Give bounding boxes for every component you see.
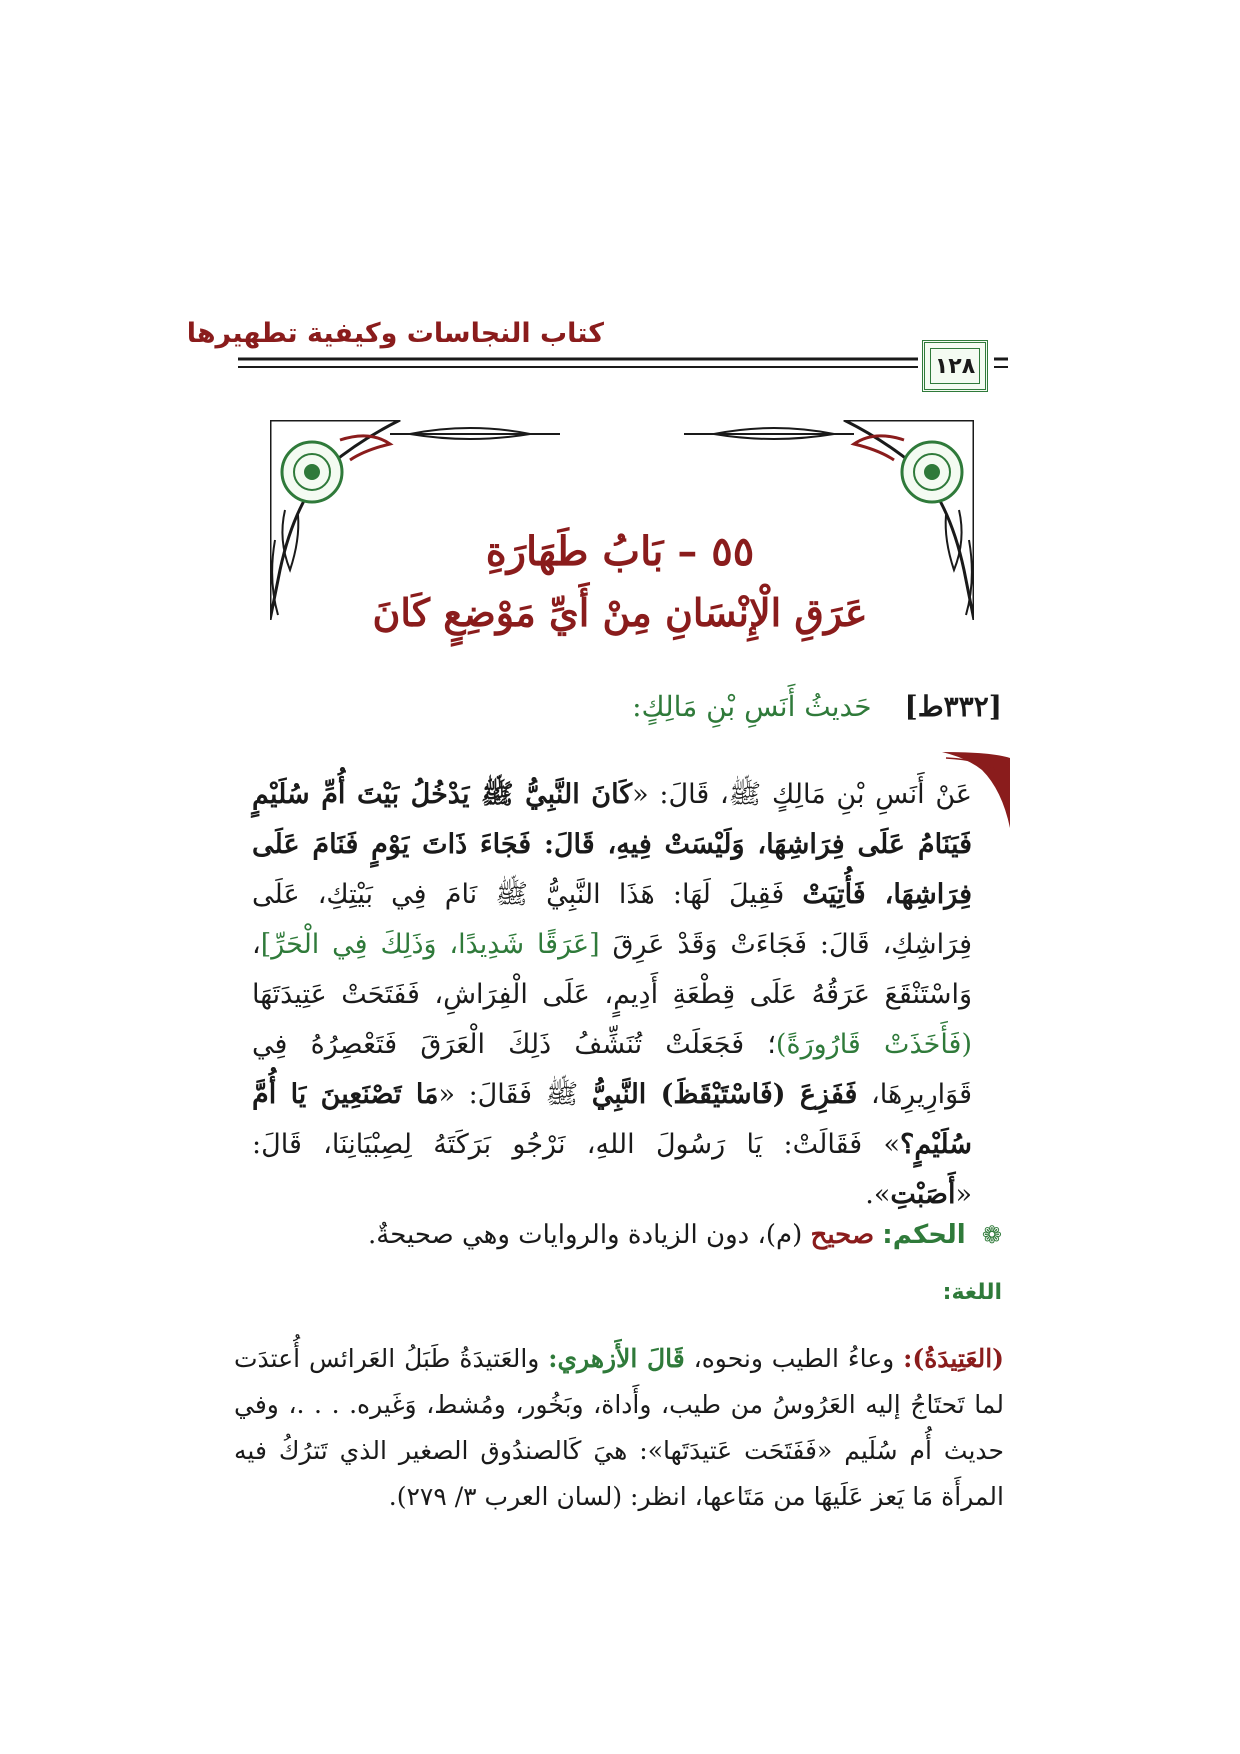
hadith-seg-11: مَا تَصْنَعِينَ يَا أُمَّ سُلَيْمٍ؟ [252,1079,972,1160]
hadith-seg-1: عَنْ أَنَسِ بْنِ مَالِكٍ ﷺ، قَالَ: « [632,779,972,810]
chapter-title: ٥٥ – بَابُ طَهَارَةِ [485,528,755,575]
header-rule [238,356,1008,376]
language-text-2: والعَتيدَةُ طَبَلُ العَرائس أُعتدَت لما تَحتَاجُ إليه العَرُوسُ من طيب، وأَداة، وبَخُور، ومُشط، وَغَيره. . . .، وفي حديث أُم سُلَيم «فَفَتَحَت عَتيدَتَها»: هيَ كَالصندُوق الصغير الذي تَترُكُ فيه المرأَة مَا يَعز عَلَيهَا من مَتَاعها، انظر: (لسان العرب ٣/ ٢٧٩). [234,1344,1004,1511]
hadith-box [252,750,1006,1210]
ruling-value: صحيح [810,1220,875,1250]
ruling-label: الحكم: [882,1220,966,1250]
hadith-number: [٣٣٢ط] [904,690,1002,723]
hadith-seg-5: ، وَاسْتَنْقَعَ عَرَقُهُ عَلَى قِطْعَةِ أَدِيمٍ، عَلَى الْفِرَاشِ، فَفَتَحَتْ عَتِيدَتَهَا [252,929,972,1010]
language-heading: اللغة: [942,1280,1002,1305]
hadith-seg-2: كَانَ النَّبِيُّ ﷺ يَدْخُلُ بَيْتَ أُمِّ سُلَيْمٍ فَيَنَامُ عَلَى فِرَاشِهَا، وَلَيْسَتْ فِيهِ، قَالَ: فَجَاءَ ذَاتَ يَوْمٍ فَنَامَ عَلَى فِرَاشِهَا، فَأُتِيَتْ [252,779,972,910]
hadith-seg-8: فَفَزِعَ [799,1079,858,1110]
hadith-heading [242,690,1002,723]
hadith-seg-9: (فَاسْتَيْقَظَ) النَّبِيُّ [591,1079,800,1110]
ruling-note: (م)، دون الزيادة والروايات وهي صحيحةٌ. [367,1220,803,1250]
hadith-text [252,770,972,1220]
ruling-line [242,1220,1002,1250]
hadith-seg-10: ﷺ فَقَالَ: « [438,1079,592,1110]
hadith-seg-7: ؛ فَجَعَلَتْ تُنَشِّفُ ذَلِكَ الْعَرَقَ فَتَعْصِرُهُ فِي قَوَارِيرِهَا، [252,1029,972,1110]
page-number-badge [922,340,988,392]
language-term: (العَتِيدَةُ): [903,1344,1004,1373]
hadith-seg-13: أَصَبْتِ [890,1179,956,1210]
hadith-addition-2: (فَأَخَذَتْ قَارُورَةً) [775,1029,972,1060]
hadith-seg-12: » فَقَالَتْ: يَا رَسُولَ اللهِ، نَرْجُو بَرَكَتَهُ لِصِبْيَانِنَا، قَالَ: « [252,1129,972,1210]
language-body [234,1336,1004,1520]
language-text-1: وعاءُ الطيب ونحوه، [684,1344,904,1373]
hadith-seg-14: ». [865,1179,891,1210]
hadith-seg-3: فَقِيلَ لَهَا: هَذَا النَّبِيُّ ﷺ نَامَ فِي بَيْتِكِ، عَلَى فِرَاشِكِ، قَالَ: فَجَاءَتْ وَقَدْ عَرِقَ [252,879,972,960]
book-title: كتاب النجاسات وكيفية تطهيرها [186,318,604,349]
hadith-addition-1: [عَرَقًا شَدِيدًا، وَذَلِكَ فِي الْحَرِّ] [260,929,600,960]
language-source: قَالَ الأَزهري: [548,1344,685,1373]
chapter-subtitle: عَرَقِ الْإِنْسَانِ مِنْ أَيِّ مَوْضِعٍ كَانَ [372,590,868,635]
page-number: ١٢٨ [930,348,980,384]
hadith-narrator-title: حَديثُ أَنَسِ بْنِ مَالِكٍ: [632,690,872,723]
flower-icon: ❁ [981,1221,1002,1249]
